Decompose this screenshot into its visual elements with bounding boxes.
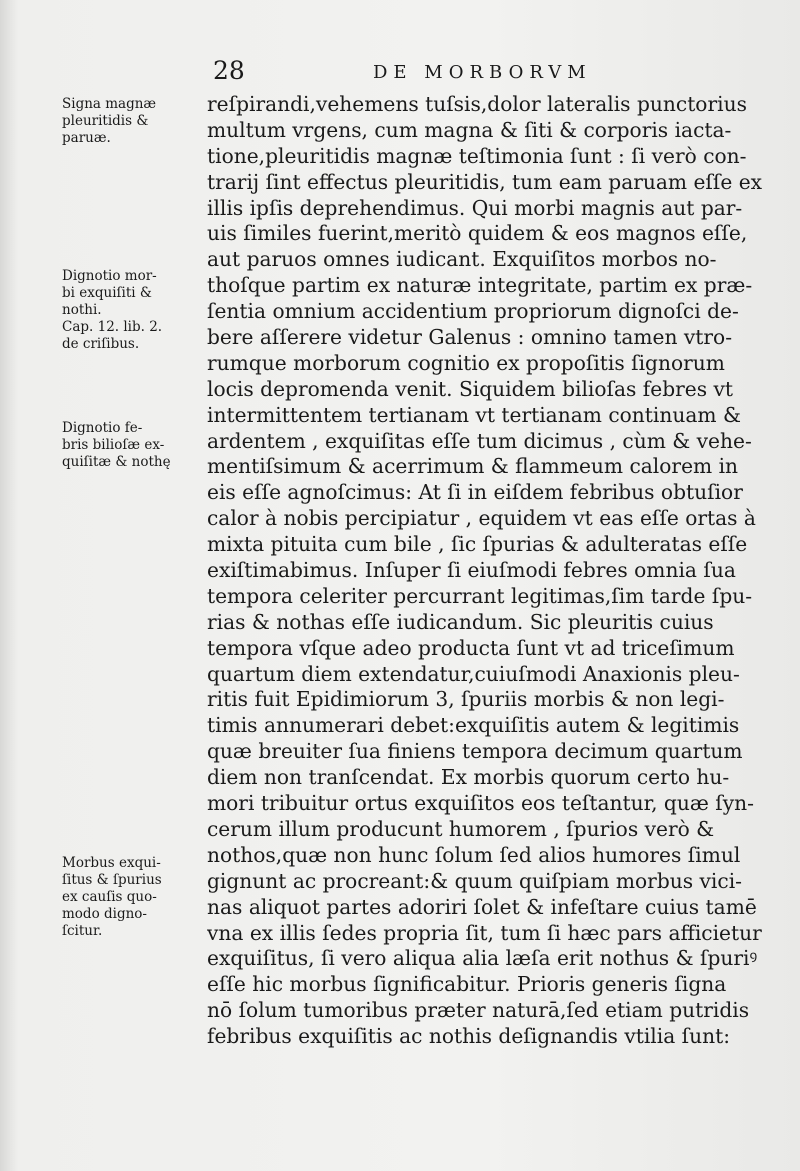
- text-line: nas aliquot partes adoriri ſolet & infeſtare cuius tamē: [207, 894, 757, 919]
- text-line: gignunt ac procreant:& quum quiſpiam morbus vici-: [207, 868, 742, 893]
- margin-note-line: ſcitur.: [62, 923, 103, 939]
- text-line: exiſtimabimus. Inſuper ſi eiuſmodi febres omnia ſua: [207, 558, 736, 583]
- text-line: vna ex illis ſedes propria ſit, tum ſi hæc pars afficietur: [207, 920, 762, 945]
- margin-note-dignotio-febris: [62, 420, 212, 471]
- margin-note-line: Morbus exqui-: [62, 855, 161, 871]
- text-line: eſſe hic morbus ſignificabitur. Prioris generis ſigna: [207, 972, 727, 997]
- text-line: nothos,quæ non hunc ſolum ſed alios humores ſimul: [207, 842, 741, 867]
- page-number: 28: [213, 56, 245, 85]
- margin-note-dignotio-morbi: [62, 268, 212, 353]
- text-line: ſentia omnium accidentium propriorum dignoſci de-: [207, 299, 739, 324]
- text-line: tempora celeriter percurrant legitimas,ſim tarde ſpu-: [207, 583, 753, 608]
- margin-note-line: Cap. 12. lib. 2.: [62, 319, 163, 335]
- margin-note-line: paruæ.: [62, 130, 111, 146]
- text-line: exquiſitus, ſi vero aliqua alia læſa erit nothus & ſpuriꝰ: [207, 946, 758, 971]
- text-line: ritis fuit Epidimiorum 3, ſpuriis morbis & non legi-: [207, 687, 725, 712]
- text-line: mixta pituita cum bile , ſic ſpurias & adulteratas eſſe: [207, 532, 748, 557]
- margin-note-line: quiſitæ & nothę: [62, 454, 171, 470]
- margin-note-line: ſitus & ſpurius: [62, 872, 162, 888]
- text-line: trarij ſint effectus pleuritidis, tum eam paruam eſſe ex: [207, 169, 763, 194]
- text-line: uis ſimiles fuerint,meritò quidem & eos magnos eſſe,: [207, 221, 748, 246]
- text-line: tempora vſque adeo producta ſunt vt ad triceſimum: [207, 635, 735, 660]
- text-line: nō ſolum tumoribus præter naturā,ſed etiam putridis: [207, 998, 750, 1023]
- body-text: [207, 92, 773, 1050]
- margin-note-line: Dignotio fe-: [62, 420, 143, 436]
- text-line: locis depromenda venit. Siquidem bilioſas febres vt: [207, 376, 734, 401]
- margin-note-line: modo digno-: [62, 906, 147, 922]
- margin-note-morbus: [62, 855, 212, 940]
- text-line: bere aſſerere videtur Galenus : omnino tamen vtro-: [207, 325, 733, 350]
- text-line: tione,pleuritidis magnæ teſtimonia ſunt : ſi verò con-: [207, 143, 747, 168]
- text-line: cerum illum producunt humorem , ſpurios verò &: [207, 816, 715, 841]
- margin-note-line: bris bilioſæ ex-: [62, 437, 165, 453]
- text-line: multum vrgens, cum magna & ſiti & corporis iacta-: [207, 117, 732, 142]
- text-line: ardentem , exquiſitas eſſe tum dicimus , cùm & vehe-: [207, 428, 752, 453]
- margin-note-line: bi exquiſiti &: [62, 285, 152, 301]
- margin-note-line: Signa magnæ: [62, 96, 157, 112]
- text-line: quartum diem extendatur,cuiuſmodi Anaxionis pleu-: [207, 661, 740, 686]
- page-header: [213, 56, 633, 90]
- text-line: rias & nothas eſſe iudicandum. Sic pleuritis cuius: [207, 609, 714, 634]
- text-line: calor à nobis percipiatur , equidem vt eas eſſe ortas à: [207, 506, 756, 531]
- text-line: aut paruos omnes iudicant. Exquiſitos morbos no-: [207, 247, 717, 272]
- text-line: eis eſſe agnoſcimus: At ſi in eiſdem febribus obtuſior: [207, 480, 743, 505]
- margin-note-signa: [62, 96, 212, 147]
- text-line: intermittentem tertianam vt tertianam continuam &: [207, 402, 741, 427]
- text-line: thoſque partim ex naturæ integritate, partim ex præ-: [207, 273, 753, 298]
- text-line: diem non tranſcendat. Ex morbis quorum certo hu-: [207, 765, 730, 790]
- text-line: febribus exquiſitis ac nothis deſignandis vtilia ſunt:: [207, 1024, 731, 1049]
- text-line: mori tribuitur ortus exquiſitos eos teſtantur, quæ ſyn-: [207, 791, 754, 816]
- text-line: quæ breuiter ſua finiens tempora decimum quartum: [207, 739, 743, 764]
- text-line: timis annumerari debet:exquiſitis autem & legitimis: [207, 713, 740, 738]
- running-title: DE MORBORVM: [373, 62, 592, 83]
- margin-note-line: de criſibus.: [62, 336, 140, 352]
- margin-note-line: nothi.: [62, 302, 102, 318]
- text-line: rumque morborum cognitio ex propoſitis ſignorum: [207, 350, 725, 375]
- text-line: mentiſsimum & acerrimum & flammeum calorem in: [207, 454, 739, 479]
- margin-note-line: pleuritidis &: [62, 113, 149, 129]
- text-line: illis ipſis deprehendimus. Qui morbi magnis aut par-: [207, 195, 743, 220]
- margin-note-line: Dignotio mor-: [62, 268, 157, 284]
- margin-note-line: ex cauſis quo-: [62, 889, 157, 905]
- text-line: reſpirandi,vehemens tuſsis,dolor lateralis punctorius: [207, 92, 747, 116]
